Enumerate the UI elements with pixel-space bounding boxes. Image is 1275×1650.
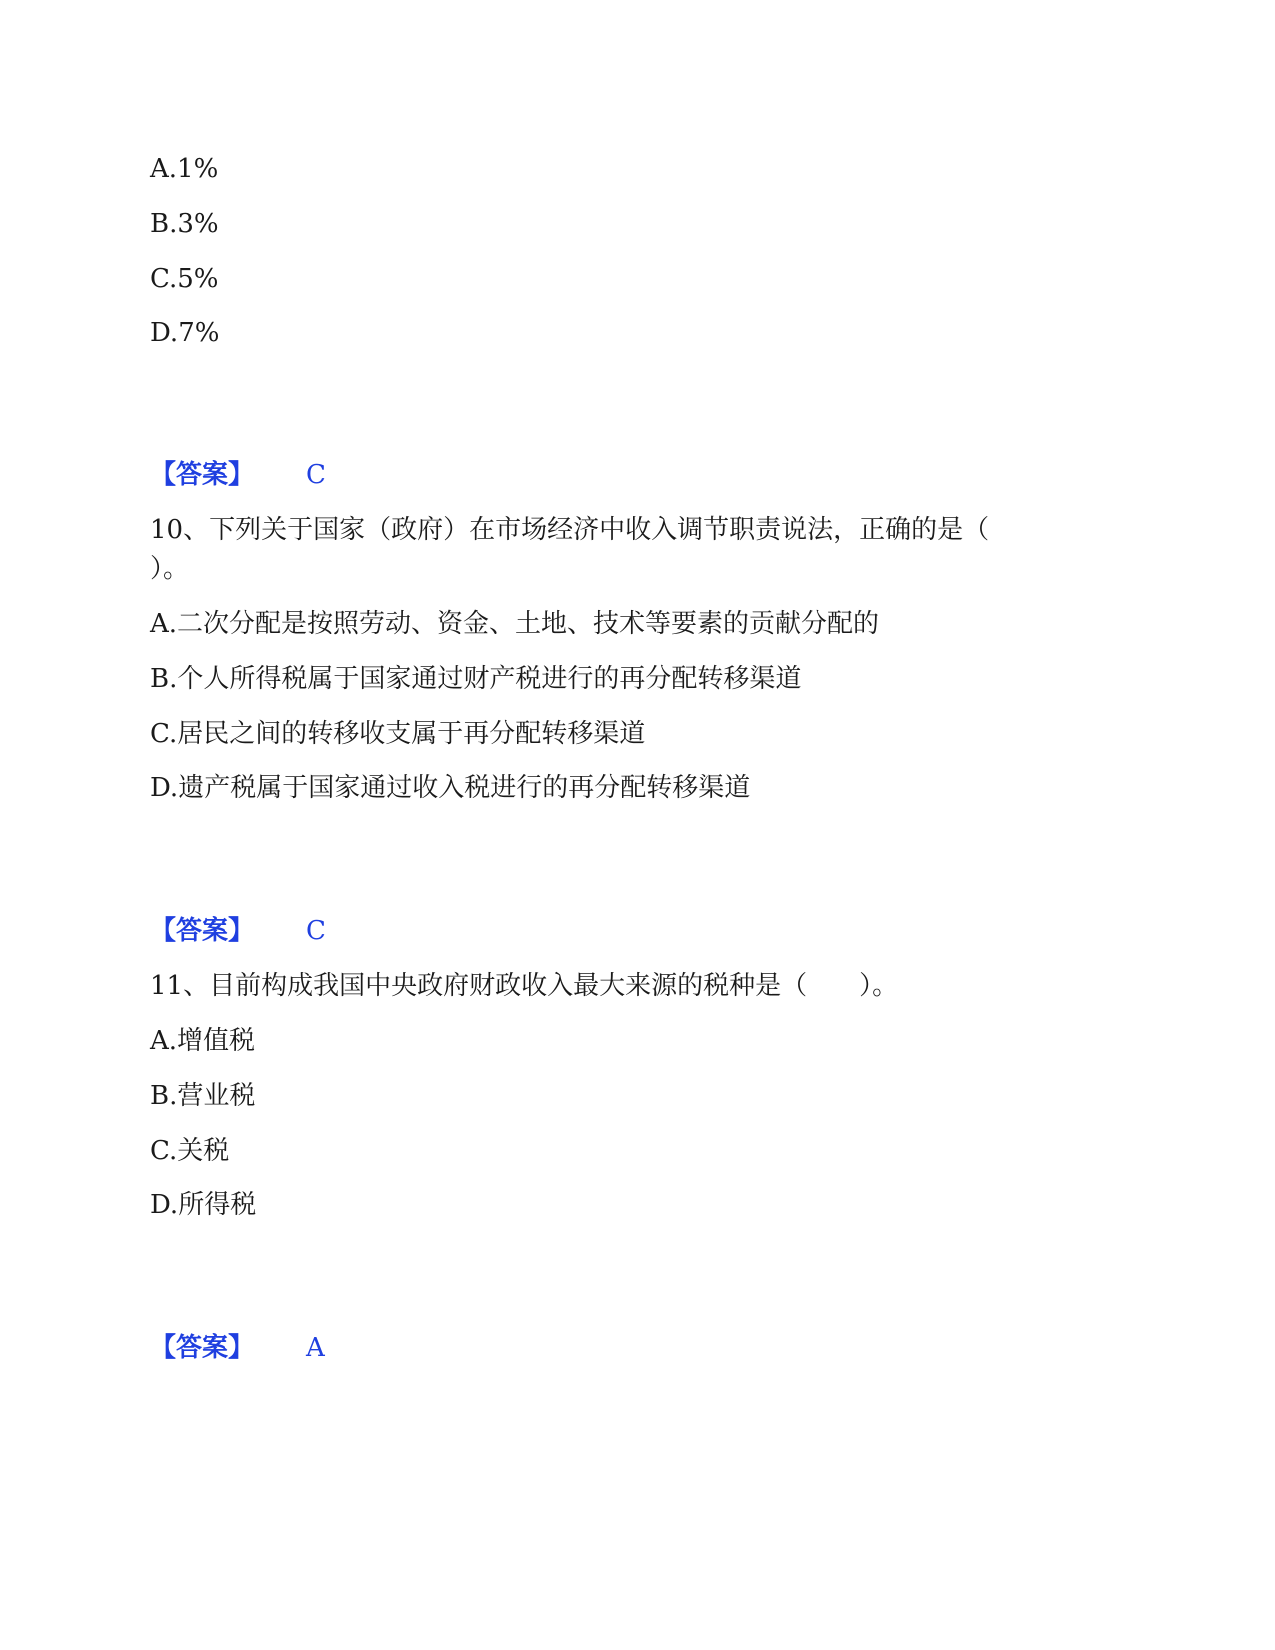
option-letter: A. — [150, 609, 178, 639]
option-a — [150, 152, 218, 186]
option-d — [150, 771, 750, 805]
option-letter: D. — [150, 773, 179, 803]
option-letter: C. — [150, 719, 178, 749]
option-text: 遗产税属于国家通过收入税进行的再分配转移渠道 — [178, 773, 751, 803]
option-letter: A. — [150, 1026, 178, 1056]
option-text: 5% — [177, 264, 219, 294]
option-a — [150, 607, 879, 641]
answer-label: 【答案】 — [150, 460, 255, 490]
answer-label: 【答案】 — [150, 1333, 255, 1363]
option-b — [150, 662, 801, 696]
option-text: 增值税 — [177, 1026, 256, 1056]
option-letter: C. — [150, 1136, 178, 1166]
option-b — [150, 207, 219, 241]
option-text: 3% — [177, 209, 219, 239]
answer-row — [150, 458, 326, 492]
option-letter: B. — [150, 664, 178, 694]
option-letter: B. — [150, 1081, 178, 1111]
option-a — [150, 1024, 255, 1058]
option-text: 营业税 — [177, 1081, 256, 1111]
option-c — [150, 717, 645, 751]
option-d — [150, 316, 219, 350]
question-text-continued: ）。 — [150, 554, 190, 584]
option-letter: A. — [150, 154, 178, 184]
option-text: 关税 — [177, 1136, 230, 1166]
option-text: 7% — [178, 318, 220, 348]
option-letter: C. — [150, 264, 178, 294]
answer-value: C — [306, 460, 326, 490]
option-c — [150, 1134, 229, 1168]
option-letter: D. — [150, 318, 179, 348]
answer-value: A — [306, 1333, 325, 1363]
option-c — [150, 262, 218, 296]
answer-row — [150, 914, 326, 948]
question-text: 10、下列关于国家（政府）在市场经济中收入调节职责说法，正确的是（ — [150, 515, 990, 545]
option-text: 居民之间的转移收支属于再分配转移渠道 — [177, 719, 646, 749]
option-text: 二次分配是按照劳动、资金、土地、技术等要素的贡献分配的 — [177, 609, 880, 639]
option-text: 1% — [177, 154, 219, 184]
question-text: 11、目前构成我国中央政府财政收入最大来源的税种是（ ）。 — [150, 971, 899, 1001]
option-letter: B. — [150, 209, 178, 239]
answer-value: C — [306, 916, 326, 946]
option-b — [150, 1079, 255, 1113]
option-text: 所得税 — [178, 1190, 257, 1220]
answer-row — [150, 1331, 325, 1365]
answer-label: 【答案】 — [150, 916, 255, 946]
option-text: 个人所得税属于国家通过财产税进行的再分配转移渠道 — [177, 664, 802, 694]
option-letter: D. — [150, 1190, 179, 1220]
option-d — [150, 1188, 256, 1222]
